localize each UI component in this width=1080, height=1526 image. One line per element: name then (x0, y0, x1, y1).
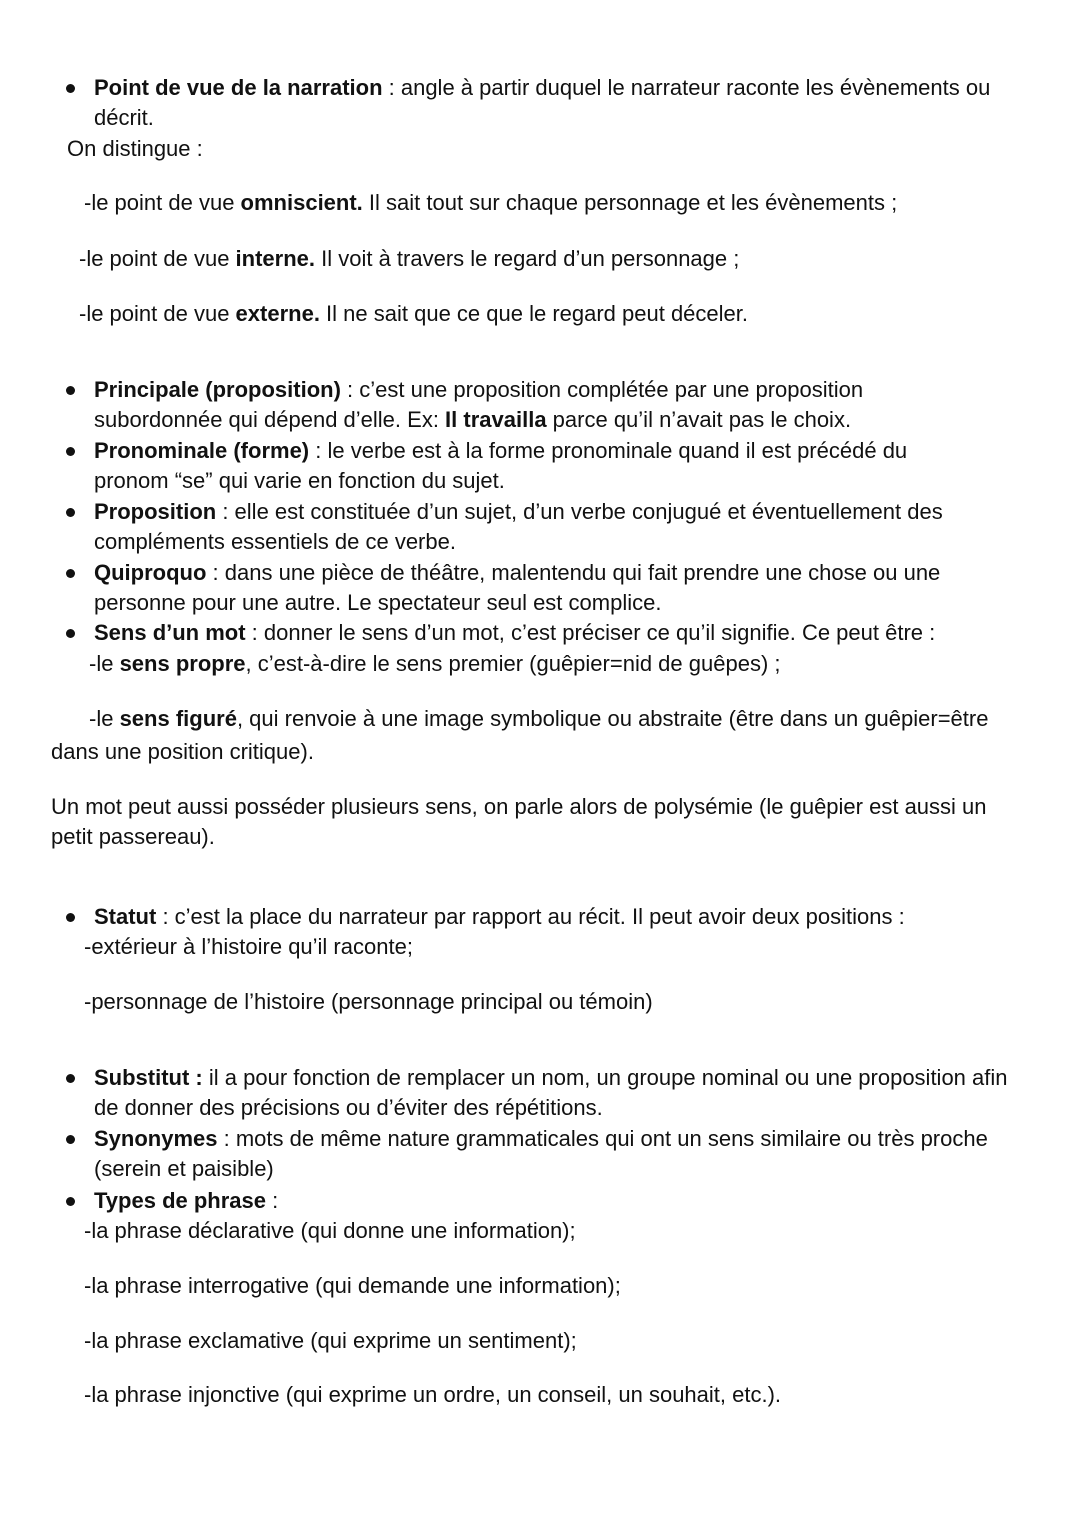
definition-pronominale (94, 436, 964, 496)
definition-principale (94, 375, 914, 435)
definition-text: : c’est la place du narrateur par rapport au récit. Il peut avoir deux positions : (156, 904, 905, 929)
list-item: -la phrase injonctive (qui exprime un ordre, un conseil, un souhait, etc.). (84, 1382, 782, 1407)
definition-proposition (94, 497, 994, 557)
list-item: -la phrase exclamative (qui exprime un sentiment); (84, 1328, 577, 1353)
text: , c’est-à-dire le sens premier (guêpier=nid de guêpes) ; (245, 651, 781, 676)
definition-text: il a pour fonction de remplacer un nom, un groupe nominal ou une proposition afin de donner des précisions ou d’éviter des répétitions. (94, 1065, 1008, 1120)
list-item (79, 244, 739, 274)
bold-text: interne. (235, 246, 316, 271)
text: , qui renvoie à une image symbolique ou abstraite (être dans un guêpier=être (236, 706, 989, 731)
list-item (89, 704, 988, 734)
definition-synonymes (94, 1124, 1030, 1184)
term: Quiproquo (94, 560, 207, 585)
definition-text: : le verbe est à la forme pronominale quand il est précédé du pronom “se” qui varie en fonction du sujet. (94, 438, 908, 493)
definition-quiproquo (94, 558, 994, 618)
list-item: -la phrase déclarative (qui donne une information); (84, 1218, 576, 1243)
definition-sens (94, 618, 1030, 648)
text: Il ne sait que ce que le regard peut déceler. (319, 301, 749, 326)
list-item-continuation: dans une position critique). (51, 739, 314, 764)
term: Proposition (94, 499, 217, 524)
term: Point de vue de la narration (94, 75, 383, 100)
text: -le point de vue (79, 246, 236, 271)
term: Pronominale (forme) (94, 438, 310, 463)
definition-substitut (94, 1063, 1030, 1123)
paragraph-polysemie: Un mot peut aussi posséder plusieurs sens, on parle alors de polysémie (le guêpier est aussi un petit passereau). (51, 794, 987, 849)
text: -le point de vue (79, 301, 236, 326)
term: Synonymes (94, 1126, 218, 1151)
definition-point-de-vue (94, 73, 1030, 133)
list-item (79, 299, 748, 329)
term: Statut (94, 904, 157, 929)
definition-types-de-phrase (94, 1186, 1030, 1216)
bold-text: externe. (235, 301, 320, 326)
bold-text: sens propre (119, 651, 246, 676)
text: -le (89, 651, 120, 676)
paragraph-distingue: On distingue : (67, 136, 203, 161)
term: Substitut : (94, 1065, 203, 1090)
term: Principale (proposition) (94, 377, 341, 402)
list-item: -extérieur à l’histoire qu’il raconte; (84, 934, 413, 959)
bold-text: sens figuré (119, 706, 237, 731)
text: -le (89, 706, 120, 731)
definition-text: : (266, 1188, 279, 1213)
definition-statut (94, 902, 1030, 932)
bold-text: omniscient. (240, 190, 363, 215)
list-item (89, 649, 781, 679)
bold-text: Il travailla (445, 407, 547, 432)
definition-text: : mots de même nature grammaticales qui ont un sens similaire ou très proche (serein et paisible) (94, 1126, 988, 1181)
definition-text: : c’est une proposition complétée par une proposition subordonnée qui dépend d’elle. Ex: (94, 377, 864, 432)
text: Il sait tout sur chaque personnage et les évènements ; (362, 190, 898, 215)
text: Il voit à travers le regard d’un personnage ; (315, 246, 740, 271)
text: -le point de vue (84, 190, 241, 215)
list-item: -personnage de l’histoire (personnage principal ou témoin) (84, 989, 653, 1014)
definition-text: : dans une pièce de théâtre, malentendu qui fait prendre une chose ou une personne pour une autre. Le spectateur seul est complice. (94, 560, 941, 615)
definition-text: : angle à partir duquel le narrateur raconte les évènements ou décrit. (94, 75, 991, 130)
definition-text: parce qu’il n’avait pas le choix. (546, 407, 852, 432)
list-item (84, 188, 897, 218)
definition-text: : donner le sens d’un mot, c’est préciser ce qu’il signifie. Ce peut être : (245, 620, 936, 645)
term: Types de phrase (94, 1188, 266, 1213)
list-item: -la phrase interrogative (qui demande une information); (84, 1273, 621, 1298)
definition-text: : elle est constituée d’un sujet, d’un verbe conjugué et éventuellement des compléments essentiels de ce verbe. (94, 499, 943, 554)
term: Sens d’un mot (94, 620, 246, 645)
